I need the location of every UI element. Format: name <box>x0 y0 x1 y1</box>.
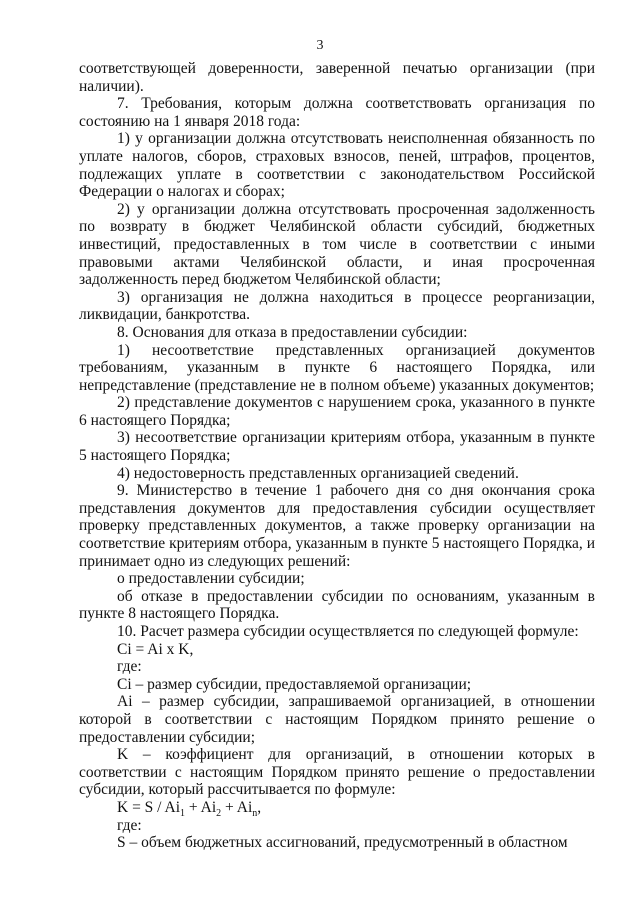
formula-k-lead: K = S / Ai <box>117 798 181 816</box>
paragraph-group-definitions-2 <box>79 834 595 852</box>
formula-k-subn: n <box>252 808 258 820</box>
paragraph-group-definitions <box>79 676 595 799</box>
formula-k-sub1: 1 <box>180 808 186 820</box>
paragraph: 1) несоответствие представленных организацией документов требованиям, указанным в пункте 6 настоящего Порядка, или непредставление (представление не в полном объеме) указанных документов; <box>79 341 595 394</box>
paragraph: об отказе в предоставлении субсидии по основаниям, указанным в пункте 8 настоящего Порядка. <box>79 587 595 623</box>
paragraph: 1) у организации должна отсутствовать неисполненная обязанность по уплате налогов, сборов, страховых взносов, пеней, штрафов, процентов, подлежащих уплате в соответствии с законодательством Российской Федерации о налогах и сборах; <box>79 130 595 201</box>
formula-k-tail: , <box>257 798 262 816</box>
paragraph: 4) недостоверность представленных организацией сведений. <box>117 464 519 482</box>
paragraph: 8. Основания для отказа в предоставлении субсидии: <box>117 323 468 341</box>
formula-ci: Ci = Ai x K, <box>117 640 194 658</box>
paragraph: 2) у организации должна отсутствовать просроченная задолженность по возврату в бюджет Челябинской области субсидий, бюджетных инвестиций, предоставленных в том числе в соответствии с иными правовыми актами Челябинской области, и иная просроченная задолженность перед бюджетом Челябинской области; <box>79 200 595 289</box>
where-label: где: <box>117 658 142 676</box>
paragraph: соответствующей доверенности, заверенной печатью организации (при наличии). <box>79 60 595 95</box>
formula-k <box>79 798 595 820</box>
paragraph: о предоставлении субсидии; <box>117 570 305 588</box>
paragraph: 3) организация не должна находиться в процессе реорганизации, ликвидации, банкротства. <box>79 288 595 324</box>
where-label-2: где: <box>117 816 142 834</box>
definition-paragraph: Ci – размер субсидии, предоставляемой организации; <box>117 675 472 693</box>
formula-k-mid1: + Ai <box>185 798 217 816</box>
paragraph: 3) несоответствие организации критериям отбора, указанным в пункте 5 настоящего Порядка; <box>79 429 595 465</box>
definition-paragraph: K – коэффициент для организаций, в отношении которых в соответствии с настоящим Порядком принято решение о предоставлении субсидии, который рассчитывается по формуле: <box>79 746 595 799</box>
paragraph: 9. Министерство в течение 1 рабочего дня со дня окончания срока представления документов для предоставления субсидии осуществляет проверку представленных документов, а также проверку организации на соответствие критериям отбора, указанным в пункте 5 настоящего Порядка, и принимает одно из следующих решений: <box>79 482 595 570</box>
paragraph: 2) представление документов с нарушением срока, указанного в пункте 6 настоящего Порядка; <box>79 394 595 429</box>
paragraph-group-main <box>79 60 595 641</box>
paragraph: 10. Расчет размера субсидии осуществляется по следующей формуле: <box>117 623 579 640</box>
formula-k-sub2: 2 <box>216 808 222 820</box>
formula-k-mid2: + Ai <box>221 798 253 816</box>
document-body <box>79 60 595 852</box>
paragraph: 7. Требования, которым должна соответствовать организация по состоянию на 1 января 2018 года: <box>79 95 595 130</box>
definition-paragraph: S – объем бюджетных ассигнований, предусмотренный в областном <box>117 834 568 852</box>
page-number: 3 <box>316 38 324 53</box>
definition-paragraph: Ai – размер субсидии, запрашиваемой организацией, в отношении которой в соответствии с настоящим Порядком принято решение о предоставлении субсидии; <box>79 693 595 746</box>
